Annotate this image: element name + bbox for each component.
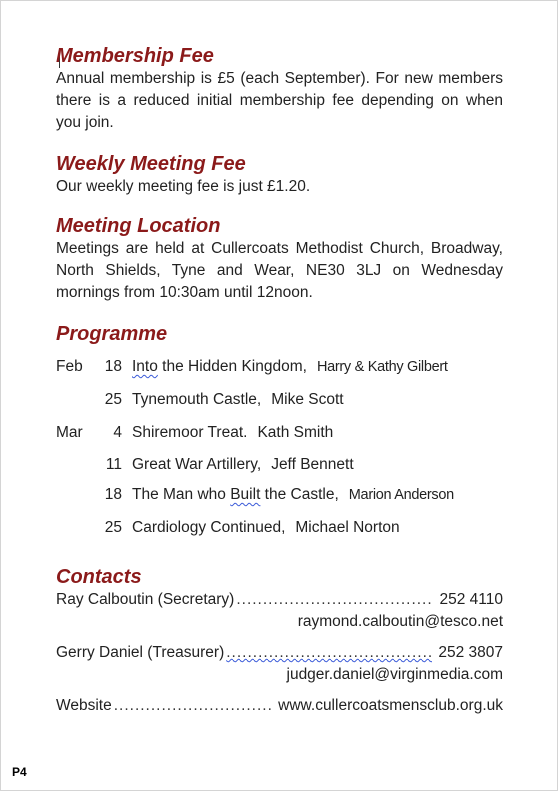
dot-leader (236, 589, 433, 611)
website-url[interactable]: www.cullercoatsmensclub.org.uk (278, 697, 503, 714)
programme-day: 11 (105, 456, 122, 473)
programme-day: 18 (104, 486, 122, 503)
contacts-section (56, 565, 503, 717)
programme-speaker: Jeff Bennett (271, 456, 354, 473)
programme-title: Cardiology Continued, (132, 519, 286, 536)
membership-section (56, 44, 503, 134)
programme-speaker: Mike Scott (271, 391, 344, 408)
website-contact (56, 695, 503, 717)
website-label: Website (56, 697, 112, 714)
programme-month: Feb (56, 358, 83, 375)
programme-item (56, 517, 503, 539)
programme-speaker: Marion Anderson (348, 487, 454, 503)
programme-title-part: the Hidden Kingdom, (157, 358, 307, 375)
programme-item (56, 454, 503, 476)
programme-day: 25 (104, 391, 122, 408)
location-section (56, 214, 503, 304)
treasurer-email[interactable]: judger.daniel@virginmedia.com (286, 666, 503, 683)
dot-leader (226, 642, 432, 664)
treasurer-name: Gerry Daniel (Treasurer) (56, 644, 225, 661)
programme-speaker: Kath Smith (257, 424, 334, 441)
treasurer-email-row (56, 664, 503, 686)
programme-title-part: The Man who (132, 486, 231, 503)
treasurer-phone: 252 3807 (438, 644, 503, 661)
programme-day: 4 (113, 424, 122, 441)
programme-item (56, 356, 503, 378)
secretary-email-row (56, 611, 503, 633)
programme-speaker: Michael Norton (295, 519, 400, 536)
membership-text: Annual membership is £5 (each September). For new members there is a reduced initial membership fee depending on when you join. (56, 70, 503, 131)
programme-title (132, 484, 339, 506)
programme-title: Shiremoor Treat. (132, 424, 248, 441)
programme-speaker: Harry & Kathy Gilbert (316, 359, 448, 375)
programme-item (56, 389, 503, 411)
contacts-heading: Contacts (56, 566, 142, 588)
programme-month: Mar (56, 424, 83, 441)
page-number: P4 (12, 765, 27, 779)
dot-leader (114, 695, 272, 717)
weekly-fee-section (56, 152, 503, 198)
membership-heading: Membership Fee (56, 45, 214, 67)
programme-heading: Programme (56, 323, 168, 345)
secretary-name: Ray Calboutin (Secretary) (56, 591, 235, 608)
programme-day: 25 (104, 519, 122, 536)
programme-title (132, 356, 307, 378)
location-heading: Meeting Location (56, 215, 221, 237)
programme-list (56, 356, 503, 539)
treasurer-contact (56, 642, 503, 664)
spellcheck-word: Built (230, 486, 261, 503)
weekly-fee-text: Our weekly meeting fee is just £1.20. (56, 178, 311, 195)
weekly-fee-heading: Weekly Meeting Fee (56, 153, 246, 175)
programme-item (56, 422, 503, 444)
page-content (56, 44, 503, 717)
secretary-contact (56, 589, 503, 611)
secretary-email[interactable]: raymond.calboutin@tesco.net (297, 613, 503, 630)
spellcheck-word: Into (132, 358, 158, 375)
location-text: Meetings are held at Cullercoats Methodist Church, Broadway, North Shields, Tyne and Wear, NE30 3LJ on Wednesday mornings from 10:30am until 12noon. (56, 240, 503, 301)
programme-day: 18 (104, 358, 122, 375)
programme-item (56, 484, 503, 506)
programme-title-part: the Castle, (260, 486, 339, 503)
programme-title: Tynemouth Castle, (132, 391, 262, 408)
programme-section (56, 322, 503, 539)
programme-title: Great War Artillery, (132, 456, 262, 473)
contacts-list (56, 589, 503, 717)
secretary-phone: 252 4110 (439, 591, 503, 608)
